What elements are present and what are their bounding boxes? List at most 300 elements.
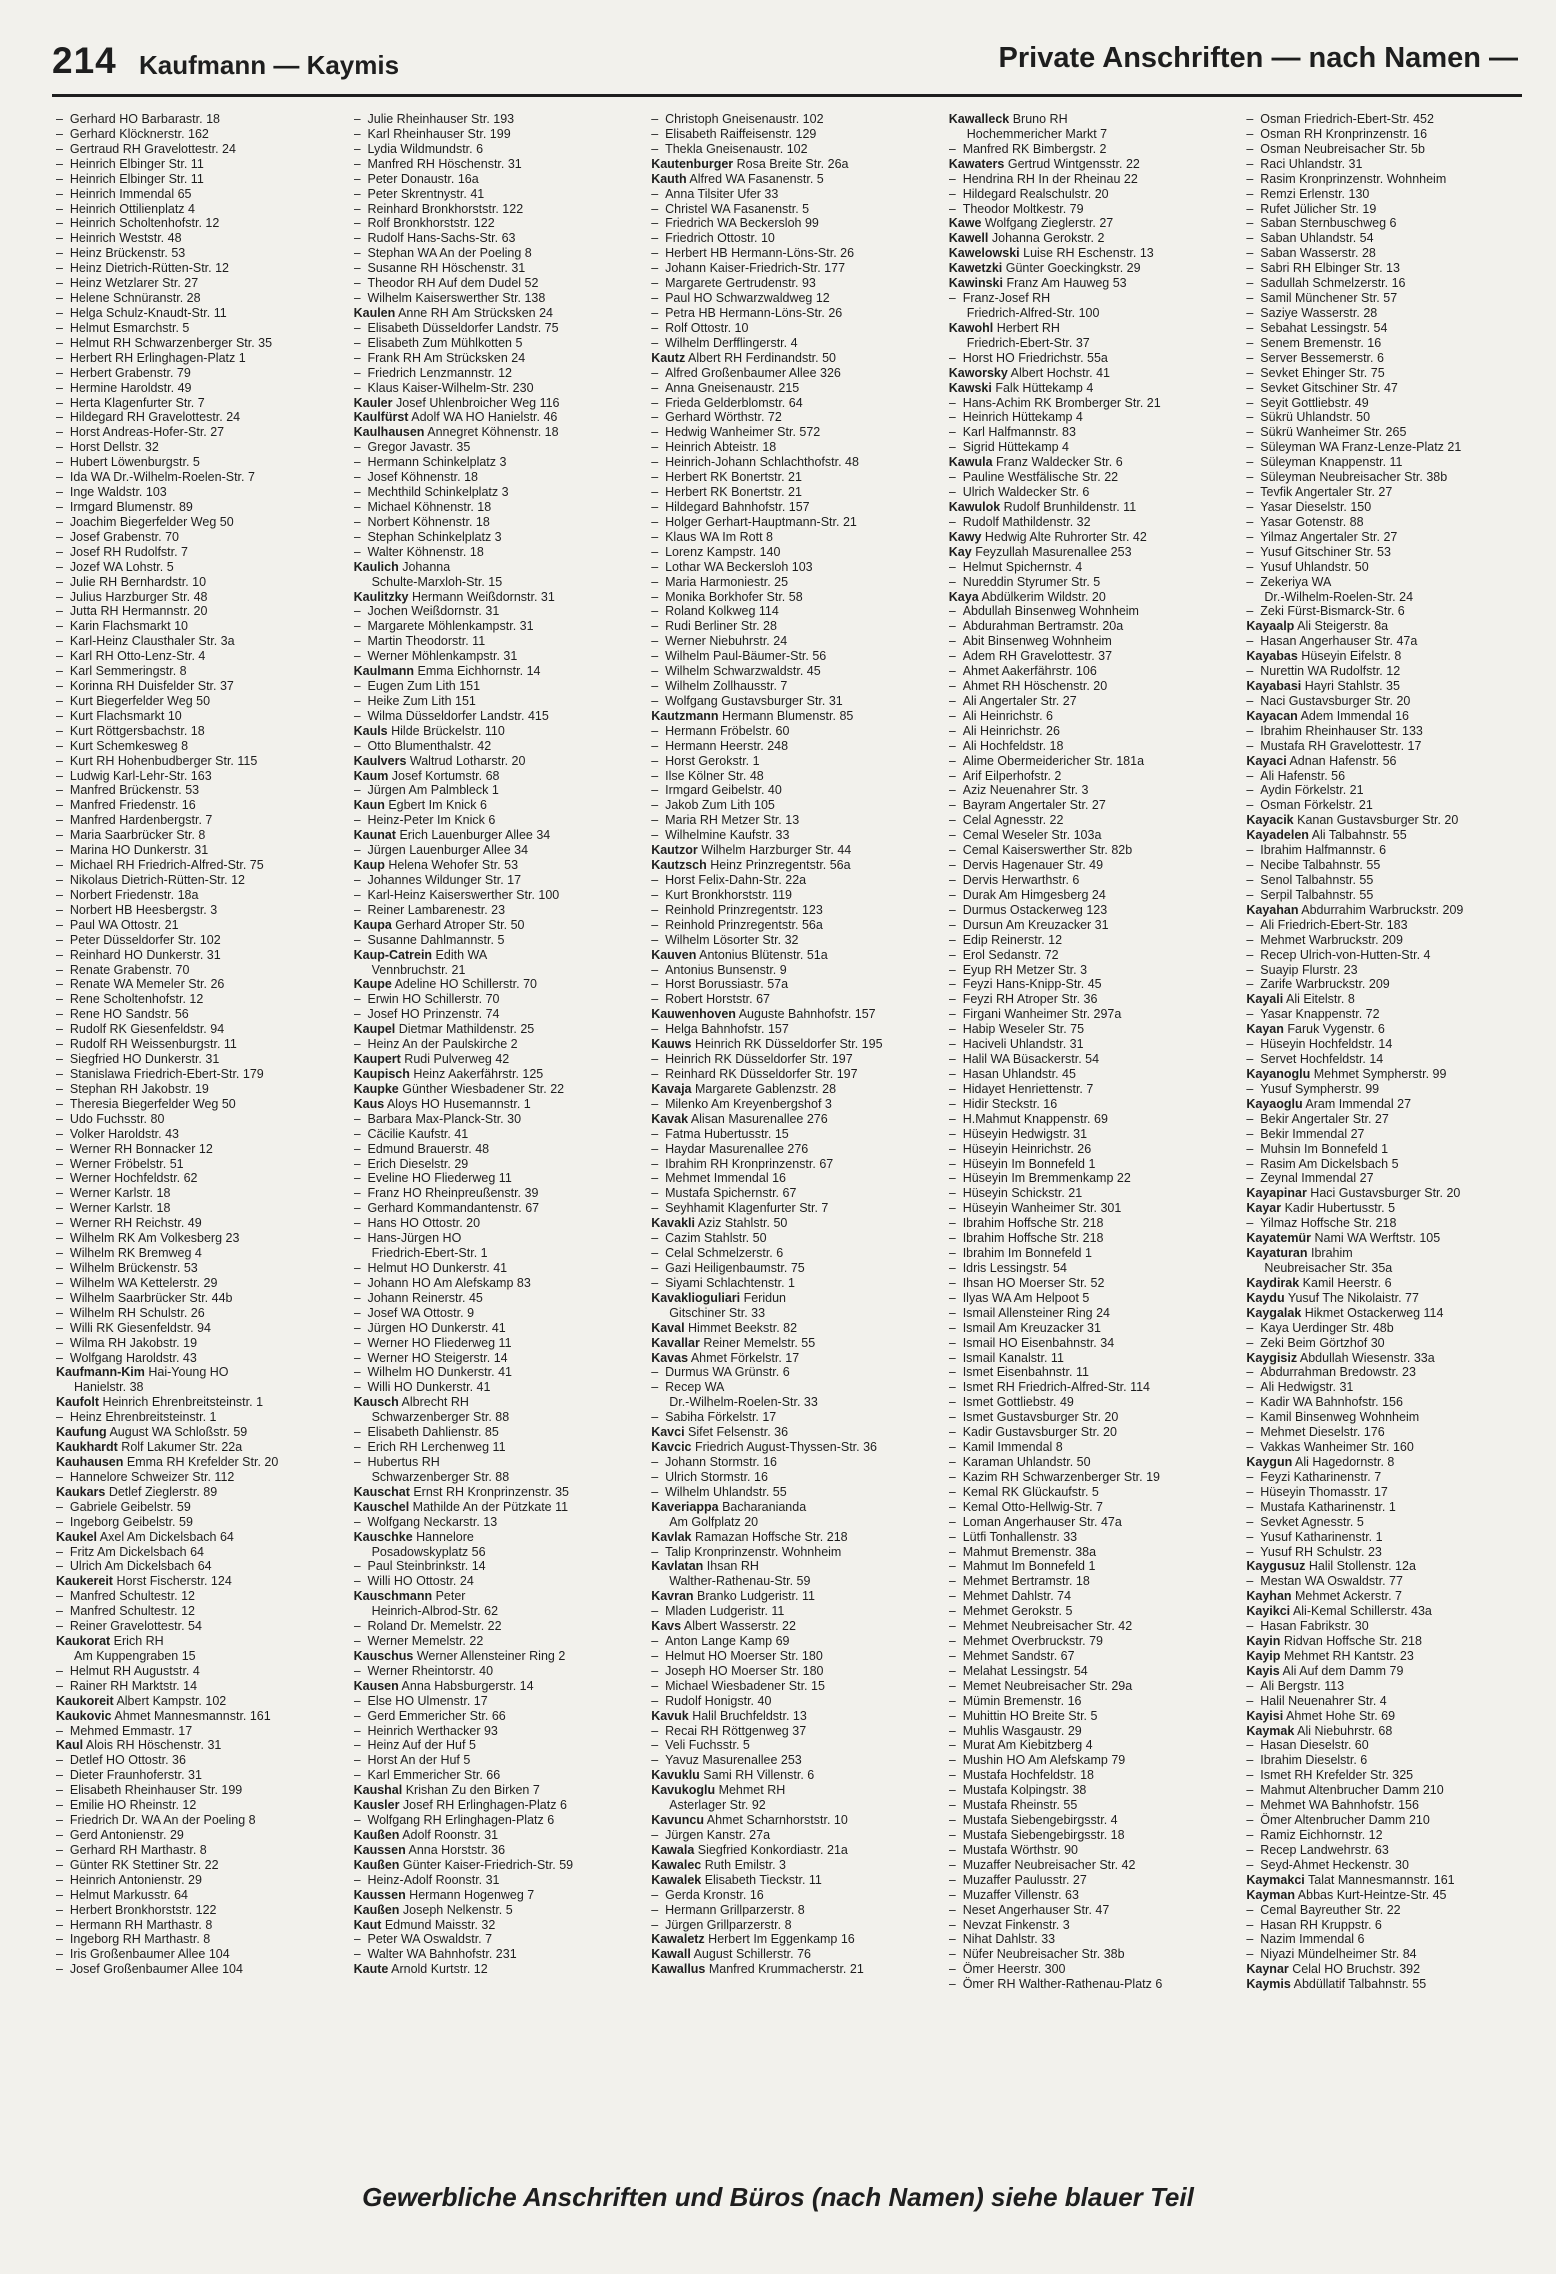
surname: Kaukars bbox=[56, 1484, 106, 1499]
surname-entry: Kausch Albrecht RH bbox=[353, 1395, 469, 1410]
listing-entry: – Reinhold Prinzregentstr. 56a bbox=[651, 918, 927, 933]
listing-entry: – Roland Kolkweg 114 bbox=[651, 604, 927, 619]
surname-entry: Kausen Anna Habsburgerstr. 14 bbox=[353, 1678, 534, 1693]
surname-entry: Kautzsch Heinz Prinzregentstr. 56a bbox=[651, 858, 851, 873]
listing-entry: – Siyami Schlachtenstr. 1 bbox=[651, 1276, 927, 1291]
listing-entry: – Friedrich Lenzmannstr. 12 bbox=[354, 366, 630, 381]
listing-entry: – Jutta RH Hermannstr. 20 bbox=[56, 604, 332, 619]
listing-entry: – Neset Angerhauser Str. 47 bbox=[949, 1903, 1225, 1918]
listing-entry: – Hüseyin Wanheimer Str. 301 bbox=[949, 1201, 1225, 1216]
listing-entry: – Zarife Warbruckstr. 209 bbox=[1246, 977, 1522, 992]
listing-entry: – Ibrahim Dieselstr. 6 bbox=[1246, 1753, 1522, 1768]
listing-entry: – Horst Gerokstr. 1 bbox=[651, 754, 927, 769]
listing-entry: – Monika Borkhofer Str. 58 bbox=[651, 590, 927, 605]
surname-entry: Kaukereit Horst Fischerstr. 124 bbox=[56, 1574, 232, 1589]
listing-entry: – Ida WA Dr.-Wilhelm-Roelen-Str. 7 bbox=[56, 470, 332, 485]
listing-entry: – Renate WA Memeler Str. 26 bbox=[56, 977, 332, 992]
listing-entry: – Michael RH Friedrich-Alfred-Str. 75 bbox=[56, 858, 332, 873]
listing-entry: – Seyd-Ahmet Heckenstr. 30 bbox=[1246, 1858, 1522, 1873]
listing-entry: – Dursun Am Kreuzacker 31 bbox=[949, 918, 1225, 933]
listing-entry: – Hermine Haroldstr. 49 bbox=[56, 381, 332, 396]
listing-entry: – Elisabeth Dahlienstr. 85 bbox=[354, 1425, 630, 1440]
listing-entry: – Hubertus RH bbox=[354, 1455, 630, 1470]
listing-entry: – Elisabeth Zum Mühlkotten 5 bbox=[354, 336, 630, 351]
listing-entry: – Hermann Fröbelstr. 60 bbox=[651, 724, 927, 739]
surname-entry: Kautenburger Rosa Breite Str. 26a bbox=[651, 156, 849, 171]
listing-entry: – Heinrich-Johann Schlachthofstr. 48 bbox=[651, 455, 927, 470]
surname: Kaupe bbox=[353, 977, 392, 992]
surname-entry: Kauschke Hannelore bbox=[353, 1529, 474, 1544]
listing-entry: – Kurt Bronkhorststr. 119 bbox=[651, 888, 927, 903]
listing-entry: – Hendrina RH In der Rheinau 22 bbox=[949, 172, 1225, 187]
surname: Kayhan bbox=[1246, 1589, 1292, 1604]
surname-entry: Kayaci Adnan Hafenstr. 56 bbox=[1246, 753, 1397, 768]
listing-entry: – Heinrich Ottilienplatz 4 bbox=[56, 202, 332, 217]
listing-entry: – Cemal Weseler Str. 103a bbox=[949, 828, 1225, 843]
listing-entry: – Nüfer Neubreisacher Str. 38b bbox=[949, 1947, 1225, 1962]
listing-entry: – Ömer Altenbrucher Damm 210 bbox=[1246, 1813, 1522, 1828]
surname: Kaufung bbox=[56, 1425, 107, 1440]
listing-entry: – Habip Weseler Str. 75 bbox=[949, 1022, 1225, 1037]
listing-entry: – Eyup RH Metzer Str. 3 bbox=[949, 963, 1225, 978]
listing-entry: – Cäcilie Kaufstr. 41 bbox=[354, 1127, 630, 1142]
listing-entry: – Paul Steinbrinkstr. 14 bbox=[354, 1559, 630, 1574]
listing-entry: – Karl-Heinz Clausthaler Str. 3a bbox=[56, 634, 332, 649]
listing-entry: – Eugen Zum Lith 151 bbox=[354, 679, 630, 694]
surname: Kaupisch bbox=[353, 1067, 410, 1081]
listing-entry: – Ulrich Am Dickelsbach 64 bbox=[56, 1559, 332, 1574]
listing-entry: – Osman Förkelstr. 21 bbox=[1246, 798, 1522, 813]
listing-entry: – Jochen Weißdornstr. 31 bbox=[354, 604, 630, 619]
surname: Kayan bbox=[1246, 1022, 1284, 1037]
listing-entry: – Norbert Friedenstr. 18a bbox=[56, 888, 332, 903]
listing-entry: – Ali Hedwigstr. 31 bbox=[1246, 1380, 1522, 1395]
surname: Kawala bbox=[651, 1842, 695, 1857]
surname-entry: Kawulok Rudolf Brunhildenstr. 11 bbox=[948, 499, 1137, 514]
surname: Kausler bbox=[353, 1798, 400, 1813]
listing-entry: – Fatma Hubertusstr. 15 bbox=[651, 1127, 927, 1142]
listing-entry: – Wilhelm RK Am Volkesberg 23 bbox=[56, 1231, 332, 1246]
listing-entry: – Mehmed Emmastr. 17 bbox=[56, 1724, 332, 1739]
listing-entry: – Horst HO Friedrichstr. 55a bbox=[949, 351, 1225, 366]
surname-entry: Kauven Antonius Blütenstr. 51a bbox=[651, 947, 828, 962]
listing-entry: – Heinrich Scholtenhofstr. 12 bbox=[56, 216, 332, 231]
listing-entry: – Ingeborg Geibelstr. 59 bbox=[56, 1515, 332, 1530]
surname-entry: Kavaja Margarete Gablenzstr. 28 bbox=[651, 1081, 837, 1096]
listing-entry: – Mahmut Bremenstr. 38a bbox=[949, 1545, 1225, 1560]
listing-entry: – Senem Bremenstr. 16 bbox=[1246, 336, 1522, 351]
listing-entry: – Rasim Am Dickelsbach 5 bbox=[1246, 1157, 1522, 1172]
listing-entry: – Sevket Agnesstr. 5 bbox=[1246, 1515, 1522, 1530]
surname-entry: Kawaletz Herbert Im Eggenkamp 16 bbox=[651, 1932, 855, 1947]
surname-entry: Kaußen Joseph Nelkenstr. 5 bbox=[353, 1902, 513, 1917]
listing-entry: – Wilhelm RH Schulstr. 26 bbox=[56, 1306, 332, 1321]
listing-entry: – Seyit Gottliebstr. 49 bbox=[1246, 396, 1522, 411]
surname-entry: Kawalek Elisabeth Tieckstr. 11 bbox=[651, 1872, 822, 1887]
listing-entry: – Ramiz Eichhornstr. 12 bbox=[1246, 1828, 1522, 1843]
listing-entry: – Ihsan HO Moerser Str. 52 bbox=[949, 1276, 1225, 1291]
listing-entry: – Franz-Josef RH bbox=[949, 291, 1225, 306]
listing-entry: – Ali Hafenstr. 56 bbox=[1246, 769, 1522, 784]
surname: Kawall bbox=[651, 1947, 691, 1962]
surname-entry: Kawetzki Günter Goeckingkstr. 29 bbox=[948, 261, 1141, 276]
listing-entry: – Ismail HO Eisenbahnstr. 34 bbox=[949, 1336, 1225, 1351]
listing-entry: – Feyzi RH Atroper Str. 36 bbox=[949, 992, 1225, 1007]
listing-entry: – Muhittin HO Breite Str. 5 bbox=[949, 1709, 1225, 1724]
surname-entry: Kawala Siegfried Konkordiastr. 21a bbox=[651, 1842, 848, 1857]
listing-entry: – Heinrich Antonienstr. 29 bbox=[56, 1873, 332, 1888]
listing-entry: – Gregor Javastr. 35 bbox=[354, 440, 630, 455]
listing-continuation: Friedrich-Ebert-Str. 37 bbox=[966, 335, 1090, 350]
listing-entry: – Mahmut Altenbrucher Damm 210 bbox=[1246, 1783, 1522, 1798]
listing-entry: – Rudolf RK Giesenfeldstr. 94 bbox=[56, 1022, 332, 1037]
listing-entry: – Elisabeth Raiffeisenstr. 129 bbox=[651, 127, 927, 142]
listing-entry: – Celal Schmelzerstr. 6 bbox=[651, 1246, 927, 1261]
listing-entry: – Mehmet Immendal 16 bbox=[651, 1171, 927, 1186]
listing-entry: – Mushin HO Am Alefskamp 79 bbox=[949, 1753, 1225, 1768]
listing-entry: – Gerd Antonienstr. 29 bbox=[56, 1828, 332, 1843]
listing-entry: – Server Bessemerstr. 6 bbox=[1246, 351, 1522, 366]
surname-entry: Kauth Alfred WA Fasanenstr. 5 bbox=[651, 171, 824, 186]
surname-entry: Kaußen Günter Kaiser-Friedrich-Str. 59 bbox=[353, 1857, 574, 1872]
surname-entry: Kayanoglu Mehmet Sympherstr. 99 bbox=[1246, 1067, 1447, 1081]
surname-entry: Kavaklioguliari Feridun bbox=[651, 1290, 786, 1305]
listing-entry: – Wilma RH Jakobstr. 19 bbox=[56, 1336, 332, 1351]
surname: Kawalleck bbox=[948, 112, 1010, 126]
surname-entry: Kaulitzky Hermann Weißdornstr. 31 bbox=[353, 589, 555, 604]
surname: Kauschmann bbox=[353, 1589, 433, 1604]
listing-entry: – Serpil Talbahnstr. 55 bbox=[1246, 888, 1522, 903]
surname-entry: Kaupisch Heinz Aakerfährstr. 125 bbox=[353, 1067, 544, 1081]
surname: Kayisi bbox=[1246, 1708, 1284, 1723]
listing-entry: – Ali Heinrichstr. 26 bbox=[949, 724, 1225, 739]
listing-entry: – Karl-Heinz Kaiserswerther Str. 100 bbox=[354, 888, 630, 903]
listing-entry: – Süleyman Knappenstr. 11 bbox=[1246, 455, 1522, 470]
surname: Kayaoglu bbox=[1246, 1096, 1303, 1111]
listing-entry: – Jürgen Am Palmbleck 1 bbox=[354, 783, 630, 798]
listing-entry: – Ömer RH Walther-Rathenau-Platz 6 bbox=[949, 1977, 1225, 1992]
surname: Kavs bbox=[651, 1619, 682, 1634]
surname-entry: Kawell Johanna Gerokstr. 2 bbox=[948, 231, 1105, 246]
listing-entry: – Joachim Biegerfelder Weg 50 bbox=[56, 515, 332, 530]
listing-continuation: Hanielstr. 38 bbox=[74, 1380, 144, 1395]
listing-entry: – Petra HB Hermann-Löns-Str. 26 bbox=[651, 306, 927, 321]
listing-entry: – Hermann Schinkelplatz 3 bbox=[354, 455, 630, 470]
listing-entry: – Durmus Ostackerweg 123 bbox=[949, 903, 1225, 918]
listing-continuation: Schwarzenberger Str. 88 bbox=[371, 1469, 510, 1484]
surname-entry: Kayapinar Haci Gustavsburger Str. 20 bbox=[1246, 1186, 1461, 1201]
listing-entry: – Yilmaz Angertaler Str. 27 bbox=[1246, 530, 1522, 545]
surname-entry: Kavci Sifet Felsenstr. 36 bbox=[651, 1425, 789, 1440]
surname-entry: Kautz Albert RH Ferdinandstr. 50 bbox=[651, 350, 836, 365]
surname: Kauhausen bbox=[56, 1454, 124, 1469]
surname-entry: Kaußen Adolf Roonstr. 31 bbox=[353, 1828, 499, 1843]
listing-entry: – Wolfgang Gustavsburger Str. 31 bbox=[651, 694, 927, 709]
listing-entry: – Werner RH Bonnacker 12 bbox=[56, 1142, 332, 1157]
surname-entry: Kaygisiz Abdullah Wiesenstr. 33a bbox=[1246, 1350, 1435, 1365]
surname: Kauschke bbox=[353, 1529, 413, 1544]
directory-column-2 bbox=[354, 112, 630, 2157]
listing-entry: – Gerd Emmericher Str. 66 bbox=[354, 1709, 630, 1724]
listing-entry: – Recep WA bbox=[651, 1380, 927, 1395]
surname: Kawalec bbox=[651, 1857, 702, 1872]
listing-entry: – Mustafa RH Gravelottestr. 17 bbox=[1246, 739, 1522, 754]
listing-entry: – Dervis Herwarthstr. 6 bbox=[949, 873, 1225, 888]
listing-continuation: Dr.-Wilhelm-Roelen-Str. 33 bbox=[669, 1395, 818, 1410]
surname-entry: Kaynar Celal HO Bruchstr. 392 bbox=[1246, 1962, 1421, 1977]
listing-entry: – Gerda Kronstr. 16 bbox=[651, 1888, 927, 1903]
listing-entry: – Heinrich RK Düsseldorfer Str. 197 bbox=[651, 1052, 927, 1067]
listing-entry: – Erwin HO Schillerstr. 70 bbox=[354, 992, 630, 1007]
listing-entry: – Herbert RH Erlinghagen-Platz 1 bbox=[56, 351, 332, 366]
listing-entry: – Abit Binsenweg Wohnheim bbox=[949, 634, 1225, 649]
listing-entry: – Mümin Bremenstr. 16 bbox=[949, 1694, 1225, 1709]
surname: Kawetzki bbox=[948, 261, 1003, 276]
listing-entry: – Willi RK Giesenfeldstr. 94 bbox=[56, 1321, 332, 1336]
surname: Kayahan bbox=[1246, 902, 1299, 917]
listing-continuation: Am Kuppengraben 15 bbox=[74, 1648, 196, 1663]
listing-entry: – Kemal Otto-Hellwig-Str. 7 bbox=[949, 1500, 1225, 1515]
surname: Kaufmann-Kim bbox=[56, 1365, 145, 1380]
listing-entry: – Reinhard Bronkhorststr. 122 bbox=[354, 202, 630, 217]
listing-entry: – Dieter Fraunhoferstr. 31 bbox=[56, 1768, 332, 1783]
listing-entry: – Werner Möhlenkampstr. 31 bbox=[354, 649, 630, 664]
listing-entry: – Memet Neubreisacher Str. 29a bbox=[949, 1679, 1225, 1694]
listing-entry: – Ibrahim Hoffsche Str. 218 bbox=[949, 1216, 1225, 1231]
listing-entry: – Wilhelm Brückenstr. 53 bbox=[56, 1261, 332, 1276]
listing-entry: – Sigrid Hüttekamp 4 bbox=[949, 440, 1225, 455]
listing-entry: – Ismail Am Kreuzacker 31 bbox=[949, 1321, 1225, 1336]
surname: Kavuncu bbox=[651, 1813, 704, 1828]
surname: Kayacan bbox=[1246, 708, 1298, 723]
surname-entry: Kaukars Detlef Zieglerstr. 89 bbox=[56, 1484, 218, 1499]
directory-column-4 bbox=[949, 112, 1225, 2157]
listing-entry: – Elisabeth Düsseldorfer Landstr. 75 bbox=[354, 321, 630, 336]
surname: Kawelowski bbox=[948, 246, 1020, 261]
listing-entry: – Aziz Neuenahrer Str. 3 bbox=[949, 783, 1225, 798]
surname: Kaupert bbox=[353, 1052, 401, 1067]
page-footer-note: Gewerbliche Anschriften und Büros (nach Namen) siehe blauer Teil bbox=[362, 2182, 1194, 2212]
surname-entry: Kaupa Gerhard Atroper Str. 50 bbox=[353, 917, 525, 932]
listing-entry: – Korinna RH Duisfelder Str. 37 bbox=[56, 679, 332, 694]
listing-entry: – Horst Dellstr. 32 bbox=[56, 440, 332, 455]
listing-entry: – Hans-Jürgen HO bbox=[354, 1231, 630, 1246]
listing-entry: – Franz HO Rheinpreußenstr. 39 bbox=[354, 1186, 630, 1201]
listing-entry: – Yusuf Gitschiner Str. 53 bbox=[1246, 545, 1522, 560]
surname: Kaupke bbox=[353, 1081, 399, 1096]
surname-entry: Kayabas Hüseyin Eifelstr. 8 bbox=[1246, 649, 1402, 664]
listing-entry: – Celal Agnesstr. 22 bbox=[949, 813, 1225, 828]
listing-entry: – Rene HO Sandstr. 56 bbox=[56, 1007, 332, 1022]
surname: Kaulitzky bbox=[353, 589, 409, 604]
surname-entry: Kaymakci Talat Mannesmannstr. 161 bbox=[1246, 1872, 1455, 1887]
surname: Kaygusuz bbox=[1246, 1559, 1306, 1574]
listing-entry: – Recep Landwehrstr. 63 bbox=[1246, 1843, 1522, 1858]
surname-entry: Kauschel Mathilde An der Pützkate 11 bbox=[353, 1499, 569, 1514]
surname: Kaup-Catrein bbox=[353, 947, 433, 962]
listing-entry: – Roland Dr. Memelstr. 22 bbox=[354, 1619, 630, 1634]
listing-entry: – Sevket Ehinger Str. 75 bbox=[1246, 366, 1522, 381]
listing-entry: – Karl Halfmannstr. 83 bbox=[949, 425, 1225, 440]
listing-entry: – Renate Grabenstr. 70 bbox=[56, 963, 332, 978]
surname-entry: Kaukorat Erich RH bbox=[56, 1634, 164, 1649]
page-number: 214 bbox=[52, 40, 117, 81]
surname: Kayar bbox=[1246, 1201, 1282, 1216]
surname: Kawaletz bbox=[651, 1932, 705, 1947]
listing-entry: – Stephan WA An der Poeling 8 bbox=[354, 246, 630, 261]
listing-entry: – Theresia Biegerfelder Weg 50 bbox=[56, 1097, 332, 1112]
listing-entry: – Erol Sedanstr. 72 bbox=[949, 948, 1225, 963]
listing-entry: – Gerhard Kommandantenstr. 67 bbox=[354, 1201, 630, 1216]
listing-entry: – Süleyman WA Franz-Lenze-Platz 21 bbox=[1246, 440, 1522, 455]
listing-entry: – Mustafa Wörthstr. 90 bbox=[949, 1843, 1225, 1858]
surname: Kayikci bbox=[1246, 1604, 1291, 1619]
listing-entry: – Horst Borussiastr. 57a bbox=[651, 977, 927, 992]
listing-entry: – Herbert RK Bonertstr. 21 bbox=[651, 470, 927, 485]
listing-entry: – Karaman Uhlandstr. 50 bbox=[949, 1455, 1225, 1470]
listing-entry: – Josef Köhnenstr. 18 bbox=[354, 470, 630, 485]
listing-continuation: Schwarzenberger Str. 88 bbox=[371, 1410, 510, 1425]
listing-entry: – Hüseyin Im Bremmenkamp 22 bbox=[949, 1171, 1225, 1186]
surname-entry: Kayar Kadir Hubertusstr. 5 bbox=[1246, 1201, 1396, 1216]
surname: Kauler bbox=[353, 395, 393, 410]
listing-entry: – Milenko Am Kreyenbergshof 3 bbox=[651, 1097, 927, 1112]
surname-entry: Kayan Faruk Vygenstr. 6 bbox=[1246, 1022, 1385, 1037]
surname-entry: Kaupke Günther Wiesbadener Str. 22 bbox=[353, 1081, 565, 1096]
surname-entry: Kauwenhoven Auguste Bahnhofstr. 157 bbox=[651, 1007, 876, 1022]
surname-entry: Kautzmann Hermann Blumenstr. 85 bbox=[651, 708, 854, 723]
listing-entry: – Remzi Erlenstr. 130 bbox=[1246, 187, 1522, 202]
listing-entry: – Heinrich Abteistr. 18 bbox=[651, 440, 927, 455]
listing-entry: – Ömer Heerstr. 300 bbox=[949, 1962, 1225, 1977]
surname: Kauws bbox=[651, 1037, 692, 1052]
surname: Kawy bbox=[948, 529, 982, 544]
listing-entry: – Maria Saarbrücker Str. 8 bbox=[56, 828, 332, 843]
listing-entry: – Anna Gneisenaustr. 215 bbox=[651, 381, 927, 396]
listing-entry: – Senol Talbahnstr. 55 bbox=[1246, 873, 1522, 888]
surname-entry: Kaygusuz Halil Stollenstr. 12a bbox=[1246, 1559, 1416, 1574]
surname: Kaymis bbox=[1246, 1977, 1291, 1992]
surname: Kaunat bbox=[353, 828, 396, 843]
listing-entry: – Saban Sternbuschweg 6 bbox=[1246, 216, 1522, 231]
surname-entry: Kauler Josef Uhlenbroicher Weg 116 bbox=[353, 395, 560, 410]
listing-entry: – Hüseyin Hedwigstr. 31 bbox=[949, 1127, 1225, 1142]
listing-entry: – Josef Großenbaumer Allee 104 bbox=[56, 1962, 332, 1977]
listing-entry: – Werner Hochfeldstr. 62 bbox=[56, 1171, 332, 1186]
listing-continuation: Friedrich-Ebert-Str. 1 bbox=[371, 1246, 488, 1261]
surname: Kawallus bbox=[651, 1962, 706, 1977]
surname: Kaupa bbox=[353, 917, 392, 932]
surname: Kavlak bbox=[651, 1529, 692, 1544]
listing-entry: – Joseph HO Moerser Str. 180 bbox=[651, 1664, 927, 1679]
surname-entry: Kautzor Wilhelm Harzburger Str. 44 bbox=[651, 843, 852, 858]
surname-entry: Kavuklu Sami RH Villenstr. 6 bbox=[651, 1768, 815, 1783]
listing-entry: – Wolfgang RH Erlinghagen-Platz 6 bbox=[354, 1813, 630, 1828]
listing-entry: – Günter RK Stettiner Str. 22 bbox=[56, 1858, 332, 1873]
surname-entry: Kaut Edmund Maisstr. 32 bbox=[353, 1917, 496, 1932]
header-rule bbox=[52, 94, 1522, 97]
listing-entry: – Kamil Binsenweg Wohnheim bbox=[1246, 1410, 1522, 1425]
listing-entry: – Hidayet Henriettenstr. 7 bbox=[949, 1082, 1225, 1097]
listing-entry: – Hasan Fabrikstr. 30 bbox=[1246, 1619, 1522, 1634]
listing-entry: – Wilhelm Kaiserswerther Str. 138 bbox=[354, 291, 630, 306]
listing-entry: – Hans HO Ottostr. 20 bbox=[354, 1216, 630, 1231]
listing-entry: – Willi HO Ottostr. 24 bbox=[354, 1574, 630, 1589]
listing-entry: – Zekeriya WA bbox=[1246, 575, 1522, 590]
listing-entry: – Lothar WA Beckersloh 103 bbox=[651, 560, 927, 575]
listing-entry: – Mehmet Neubreisacher Str. 42 bbox=[949, 1619, 1225, 1634]
surname-entry: Kayaturan Ibrahim bbox=[1246, 1246, 1353, 1261]
listing-entry: – Yasar Gotenstr. 88 bbox=[1246, 515, 1522, 530]
surname: Kayaci bbox=[1246, 753, 1287, 768]
listing-entry: – Ibrahim Halfmannstr. 6 bbox=[1246, 843, 1522, 858]
surname: Kaymakci bbox=[1246, 1872, 1305, 1887]
listing-entry: – Manfred Schultestr. 12 bbox=[56, 1589, 332, 1604]
listing-entry: – Helmut Markusstr. 64 bbox=[56, 1888, 332, 1903]
listing-entry: – Wilhelm HO Dunkerstr. 41 bbox=[354, 1365, 630, 1380]
listing-entry: – Ahmet RH Höschenstr. 20 bbox=[949, 679, 1225, 694]
listing-entry: – Johann Kaiser-Friedrich-Str. 177 bbox=[651, 261, 927, 276]
surname-entry: Kayhan Mehmet Ackerstr. 7 bbox=[1246, 1589, 1402, 1604]
surname: Kauschus bbox=[353, 1648, 414, 1663]
listing-entry: – Irmgard Geibelstr. 40 bbox=[651, 783, 927, 798]
listing-entry: – Mestan WA Oswaldstr. 77 bbox=[1246, 1574, 1522, 1589]
listing-entry: – Norbert Köhnenstr. 18 bbox=[354, 515, 630, 530]
listing-entry: – Werner Niebuhrstr. 24 bbox=[651, 634, 927, 649]
surname-entry: Kawula Franz Waldecker Str. 6 bbox=[948, 455, 1123, 470]
listing-entry: – Haciveli Uhlandstr. 31 bbox=[949, 1037, 1225, 1052]
surname: Kavukoglu bbox=[651, 1783, 716, 1798]
listing-entry: – Feyzi Katharinenstr. 7 bbox=[1246, 1470, 1522, 1485]
listing-entry: – Mustafa Siebengebirgsstr. 4 bbox=[949, 1813, 1225, 1828]
surname: Kawski bbox=[948, 380, 992, 395]
listing-entry: – Peter Skrentnystr. 41 bbox=[354, 187, 630, 202]
listing-entry: – Friedrich WA Beckersloh 99 bbox=[651, 216, 927, 231]
listing-entry: – Volker Haroldstr. 43 bbox=[56, 1127, 332, 1142]
listing-entry: – Ibrahim Rheinhauser Str. 133 bbox=[1246, 724, 1522, 739]
listing-entry: – Pauline Westfälische Str. 22 bbox=[949, 470, 1225, 485]
surname-entry: Kaufmann-Kim Hai-Young HO bbox=[56, 1365, 229, 1380]
listing-entry: – Kurt Flachsmarkt 10 bbox=[56, 709, 332, 724]
surname: Kaupel bbox=[353, 1022, 396, 1037]
listing-entry: – Mehmet Bertramstr. 18 bbox=[949, 1574, 1225, 1589]
listing-entry: – Wilhelm Paul-Bäumer-Str. 56 bbox=[651, 649, 927, 664]
listing-entry: – Adem RH Gravelottestr. 37 bbox=[949, 649, 1225, 664]
listing-entry: – Manfred RH Höschenstr. 31 bbox=[354, 157, 630, 172]
surname-entry: Kayikci Ali-Kemal Schillerstr. 43a bbox=[1246, 1604, 1432, 1619]
listing-entry: – Kurt Biegerfelder Weg 50 bbox=[56, 694, 332, 709]
surname-entry: Kawalleck Bruno RH bbox=[948, 112, 1068, 126]
listing-entry: – Reinhard RK Düsseldorfer Str. 197 bbox=[651, 1067, 927, 1082]
listing-entry: – Heinz Auf der Huf 5 bbox=[354, 1738, 630, 1753]
surname: Kaworsky bbox=[948, 365, 1008, 380]
surname: Kaydirak bbox=[1246, 1275, 1300, 1290]
listing-entry: – Hildegard Bahnhofstr. 157 bbox=[651, 500, 927, 515]
listing-entry: – Reinhold Prinzregentstr. 123 bbox=[651, 903, 927, 918]
surname-entry: Kaute Arnold Kurtstr. 12 bbox=[353, 1962, 488, 1977]
listing-entry: – Herbert RK Bonertstr. 21 bbox=[651, 485, 927, 500]
surname-entry: Kayaalp Ali Steigerstr. 8a bbox=[1246, 619, 1389, 634]
listing-entry: – Herbert HB Hermann-Löns-Str. 26 bbox=[651, 246, 927, 261]
listing-entry: – Helmut HO Moerser Str. 180 bbox=[651, 1649, 927, 1664]
listing-entry: – Helmut RH Schwarzenberger Str. 35 bbox=[56, 336, 332, 351]
listing-continuation: Friedrich-Alfred-Str. 100 bbox=[966, 305, 1100, 320]
listing-continuation: Heinrich-Albrod-Str. 62 bbox=[371, 1604, 499, 1619]
surname-entry: Kaulich Johanna bbox=[353, 559, 451, 574]
listing-entry: – Tevfik Angertaler Str. 27 bbox=[1246, 485, 1522, 500]
surname-entry: Kayahan Abdurrahim Warbruckstr. 209 bbox=[1246, 902, 1464, 917]
listing-entry: – Ali Angertaler Str. 27 bbox=[949, 694, 1225, 709]
